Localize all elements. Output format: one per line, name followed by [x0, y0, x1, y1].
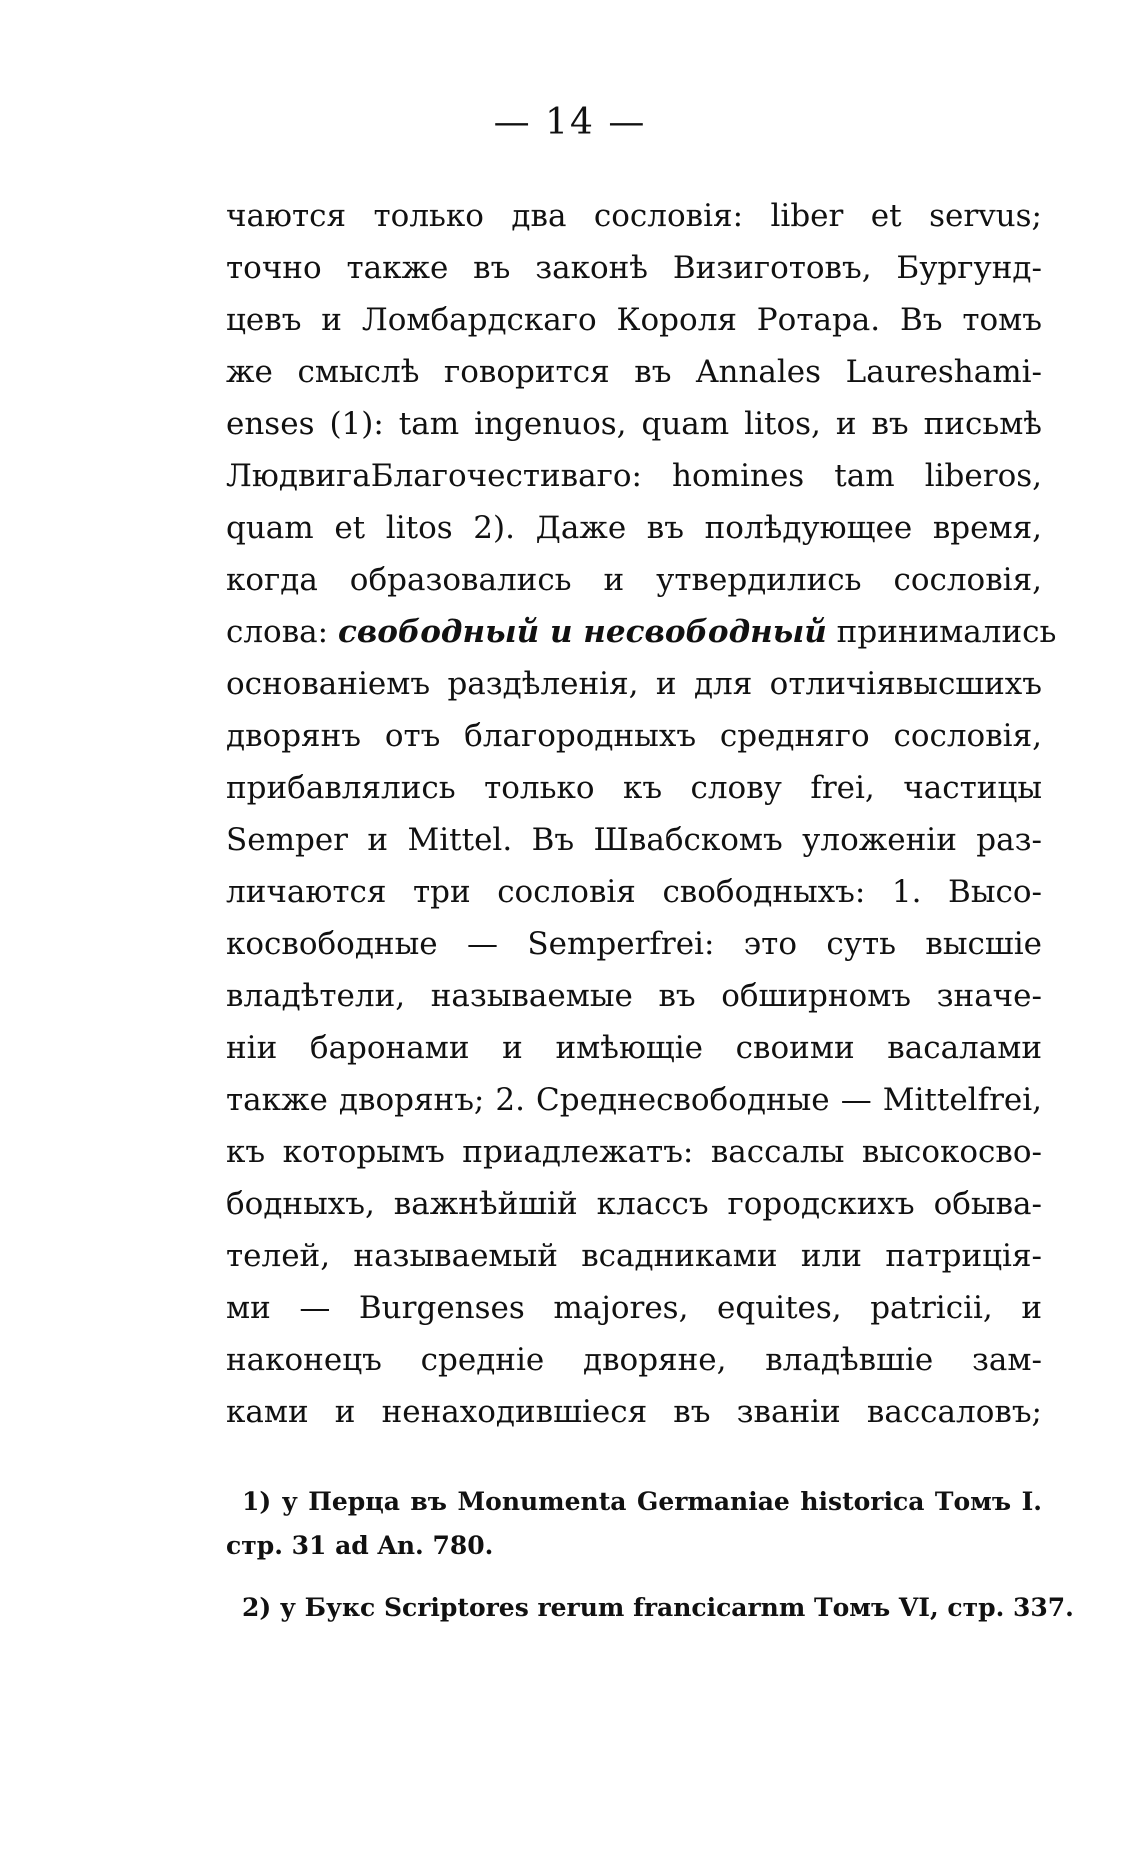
footnote-1	[226, 1480, 1042, 1568]
text-line: бодныхъ, важнѣйшій классъ городскихъ обыва-	[226, 1186, 1042, 1222]
text-line: къ которымъ приадлежатъ: вассалы высокосво-	[226, 1134, 1042, 1170]
text-line: ЛюдвигаБлагочестиваго: homines tam liberos,	[226, 458, 1042, 494]
text-line: точно также въ законѣ Визиготовъ, Бургунд-	[226, 250, 1042, 286]
text-line: наконецъ средніе дворяне, владѣвшіе зам-	[226, 1342, 1042, 1378]
text-line: enses (1): tam ingenuos, quam litos, и въ письмѣ	[226, 406, 1042, 442]
text-line: косвободные — Semperfrei: это суть высшіе	[226, 926, 1042, 962]
text-line: ми — Burgenses majores, equites, patricii, и	[226, 1290, 1042, 1326]
footnote-1-line-1: 1) у Перца въ Monumenta Germaniae historica Томъ I.	[242, 1487, 1042, 1516]
text-line: прибавлялись только къ слову frei, частицы	[226, 770, 1042, 806]
text-line: чаются только два сословія: liber et servus;	[226, 198, 1042, 234]
text-line: цевъ и Ломбардскаго Короля Ротара. Въ томъ	[226, 302, 1042, 338]
page-number: — 14 —	[493, 102, 647, 143]
text-line-emphasis	[226, 606, 1057, 658]
footnote-1-line-2: стр. 31 ad An. 780.	[226, 1531, 494, 1560]
emphasis-after: принимались	[826, 614, 1057, 650]
text-line: же смыслѣ говорится въ Annales Laureshami-	[226, 354, 1042, 390]
text-line: Semper и Mittel. Въ Швабскомъ уложеніи раз-	[226, 822, 1042, 858]
text-line: также дворянъ; 2. Среднесвободные — Mittelfrei,	[226, 1082, 1042, 1118]
footnote-2-line-1: 2) у Букс Scriptores rerum francicarnm Томъ VI, стр. 337.	[242, 1593, 1074, 1622]
text-line: ками и ненаходившіеся въ званіи вассаловъ;	[226, 1394, 1042, 1430]
text-line: ніи баронами и имѣющіе своими васалами	[226, 1030, 1042, 1066]
text-line: телей, называемый всадниками или патриція-	[226, 1238, 1042, 1274]
text-line: владѣтели, называемые въ обширномъ значе-	[226, 978, 1042, 1014]
text-line: когда образовались и утвердились сословія,	[226, 562, 1042, 598]
text-line: основаніемъ раздѣленія, и для отличіявысшихъ	[226, 666, 1042, 702]
emphasis-before: слова:	[226, 614, 338, 650]
footnote-2	[226, 1586, 1074, 1630]
emphasis-italic: свободный и несвободный	[337, 614, 827, 650]
footnotes	[226, 1480, 1074, 1630]
main-text	[226, 190, 1057, 1438]
text-line: личаются три сословія свободныхъ: 1. Высо-	[226, 874, 1042, 910]
text-line: дворянъ отъ благородныхъ средняго сословія,	[226, 718, 1042, 754]
text-line: quam et litos 2). Даже въ полѣдующее время,	[226, 510, 1042, 546]
